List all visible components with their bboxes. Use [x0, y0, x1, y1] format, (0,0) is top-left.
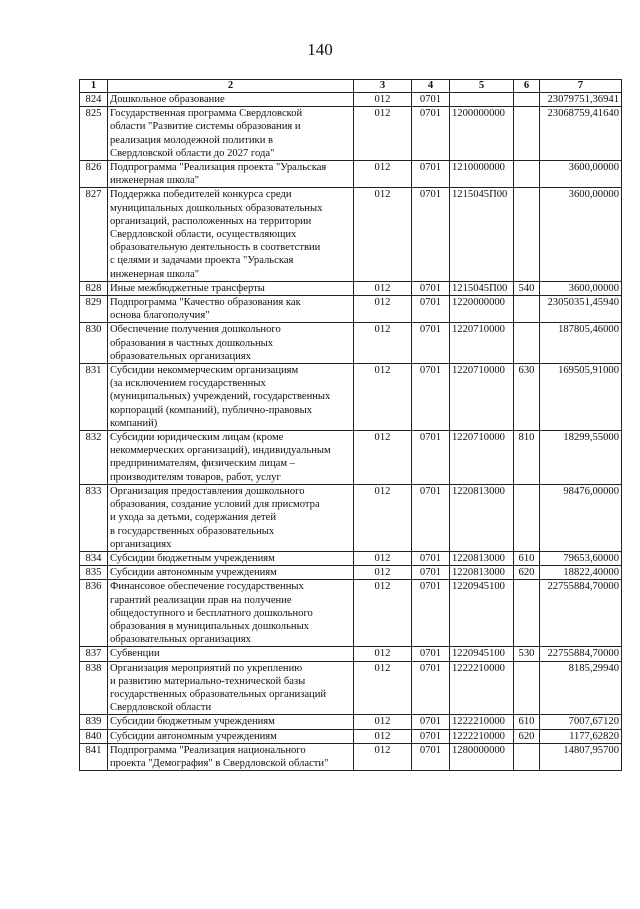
- section-code-cell: 0701: [412, 484, 450, 551]
- section-code-cell: 0701: [412, 188, 450, 281]
- item-name-cell: Подпрограмма "Реализация национального проекта "Демография" в Свердловской области": [108, 743, 354, 770]
- table-header-row: [80, 80, 622, 93]
- table-row: [80, 743, 622, 770]
- expense-type-cell: 620: [514, 566, 540, 580]
- section-code-cell: 0701: [412, 566, 450, 580]
- item-name-cell: Субсидии некоммерческим организациям (за исключением государственных (муниципальных) учреждений, государственных корпораций (компаний), публично-правовых компаний): [108, 364, 354, 431]
- header-col-6: 6: [514, 80, 540, 93]
- expense-type-cell: [514, 580, 540, 647]
- amount-cell: 22755884,70000: [540, 647, 622, 661]
- item-name-cell: Субсидии бюджетным учреждениям: [108, 551, 354, 565]
- section-code-cell: 0701: [412, 323, 450, 364]
- amount-cell: 23050351,45940: [540, 296, 622, 323]
- target-article-cell: 1220945100: [450, 580, 514, 647]
- target-article-cell: 1220710000: [450, 364, 514, 431]
- target-article-cell: 1200000000: [450, 107, 514, 161]
- table-row: [80, 484, 622, 551]
- ministry-code-cell: 012: [354, 281, 412, 295]
- expense-type-cell: 610: [514, 715, 540, 729]
- ministry-code-cell: 012: [354, 647, 412, 661]
- target-article-cell: 1222210000: [450, 715, 514, 729]
- header-col-3: 3: [354, 80, 412, 93]
- section-code-cell: 0701: [412, 647, 450, 661]
- expense-type-cell: [514, 296, 540, 323]
- header-col-1: 1: [80, 80, 108, 93]
- item-name-cell: Субсидии автономным учреждениям: [108, 729, 354, 743]
- item-name-cell: Обеспечение получения дошкольного образования в частных дошкольных образовательных организациях: [108, 323, 354, 364]
- expense-type-cell: 630: [514, 364, 540, 431]
- expense-type-cell: [514, 188, 540, 281]
- item-name-cell: Подпрограмма "Реализация проекта "Уральская инженерная школа": [108, 161, 354, 188]
- section-code-cell: 0701: [412, 551, 450, 565]
- item-name-cell: Субсидии юридическим лицам (кроме некоммерческих организаций), индивидуальным предпринимателям, физическим лицам – производителям товаров, работ, услуг: [108, 431, 354, 485]
- row-number-cell: 836: [80, 580, 108, 647]
- table-row: [80, 323, 622, 364]
- section-code-cell: 0701: [412, 661, 450, 715]
- row-number-cell: 824: [80, 93, 108, 107]
- expense-type-cell: [514, 161, 540, 188]
- ministry-code-cell: 012: [354, 323, 412, 364]
- table-row: [80, 580, 622, 647]
- row-number-cell: 840: [80, 729, 108, 743]
- section-code-cell: 0701: [412, 93, 450, 107]
- table-row: [80, 729, 622, 743]
- row-number-cell: 830: [80, 323, 108, 364]
- table-row: [80, 188, 622, 281]
- row-number-cell: 835: [80, 566, 108, 580]
- target-article-cell: [450, 93, 514, 107]
- target-article-cell: 1210000000: [450, 161, 514, 188]
- table-row: [80, 364, 622, 431]
- ministry-code-cell: 012: [354, 107, 412, 161]
- table-row: [80, 647, 622, 661]
- expense-type-cell: 810: [514, 431, 540, 485]
- target-article-cell: 1222210000: [450, 729, 514, 743]
- expense-type-cell: 610: [514, 551, 540, 565]
- item-name-cell: Субвенции: [108, 647, 354, 661]
- table-row: [80, 551, 622, 565]
- expense-type-cell: [514, 93, 540, 107]
- row-number-cell: 833: [80, 484, 108, 551]
- expense-type-cell: [514, 484, 540, 551]
- table-row: [80, 93, 622, 107]
- row-number-cell: 841: [80, 743, 108, 770]
- target-article-cell: 1220813000: [450, 484, 514, 551]
- table-row: [80, 296, 622, 323]
- amount-cell: 98476,00000: [540, 484, 622, 551]
- table-row: [80, 281, 622, 295]
- section-code-cell: 0701: [412, 431, 450, 485]
- row-number-cell: 829: [80, 296, 108, 323]
- target-article-cell: 1215045П00: [450, 281, 514, 295]
- amount-cell: 3600,00000: [540, 281, 622, 295]
- expense-type-cell: [514, 323, 540, 364]
- item-name-cell: Государственная программа Свердловской области "Развитие системы образования и реализация молодежной политики в Свердловской области до 2027 года": [108, 107, 354, 161]
- amount-cell: 23079751,36941: [540, 93, 622, 107]
- ministry-code-cell: 012: [354, 580, 412, 647]
- item-name-cell: Подпрограмма "Качество образования как основа благополучия": [108, 296, 354, 323]
- target-article-cell: 1220000000: [450, 296, 514, 323]
- item-name-cell: Субсидии бюджетным учреждениям: [108, 715, 354, 729]
- ministry-code-cell: 012: [354, 551, 412, 565]
- table-row: [80, 661, 622, 715]
- ministry-code-cell: 012: [354, 296, 412, 323]
- header-col-2: 2: [108, 80, 354, 93]
- target-article-cell: 1222210000: [450, 661, 514, 715]
- target-article-cell: 1220710000: [450, 323, 514, 364]
- target-article-cell: 1220710000: [450, 431, 514, 485]
- table-row: [80, 431, 622, 485]
- ministry-code-cell: 012: [354, 364, 412, 431]
- amount-cell: 23068759,41640: [540, 107, 622, 161]
- ministry-code-cell: 012: [354, 729, 412, 743]
- target-article-cell: 1220813000: [450, 551, 514, 565]
- ministry-code-cell: 012: [354, 661, 412, 715]
- expense-type-cell: [514, 661, 540, 715]
- ministry-code-cell: 012: [354, 431, 412, 485]
- row-number-cell: 838: [80, 661, 108, 715]
- expense-type-cell: [514, 107, 540, 161]
- amount-cell: 187805,46000: [540, 323, 622, 364]
- expense-type-cell: 540: [514, 281, 540, 295]
- page-number: 140: [307, 40, 333, 59]
- table-row: [80, 161, 622, 188]
- header-col-7: 7: [540, 80, 622, 93]
- row-number-cell: 827: [80, 188, 108, 281]
- ministry-code-cell: 012: [354, 484, 412, 551]
- ministry-code-cell: 012: [354, 743, 412, 770]
- amount-cell: 7007,67120: [540, 715, 622, 729]
- target-article-cell: 1220813000: [450, 566, 514, 580]
- row-number-cell: 828: [80, 281, 108, 295]
- item-name-cell: Поддержка победителей конкурса среди муниципальных дошкольных образовательных организаций, расположенных на территории Свердловской области, осуществляющих образовательную деятельность в соответствии с целями и задачами проекта "Уральская инженерная школа": [108, 188, 354, 281]
- table-row: [80, 566, 622, 580]
- item-name-cell: Дошкольное образование: [108, 93, 354, 107]
- amount-cell: 3600,00000: [540, 161, 622, 188]
- item-name-cell: Иные межбюджетные трансферты: [108, 281, 354, 295]
- section-code-cell: 0701: [412, 580, 450, 647]
- header-col-4: 4: [412, 80, 450, 93]
- section-code-cell: 0701: [412, 161, 450, 188]
- section-code-cell: 0701: [412, 296, 450, 323]
- ministry-code-cell: 012: [354, 715, 412, 729]
- expense-type-cell: 530: [514, 647, 540, 661]
- table-row: [80, 715, 622, 729]
- amount-cell: 18822,40000: [540, 566, 622, 580]
- table-row: [80, 107, 622, 161]
- amount-cell: 22755884,70000: [540, 580, 622, 647]
- target-article-cell: 1215045П00: [450, 188, 514, 281]
- row-number-cell: 825: [80, 107, 108, 161]
- row-number-cell: 831: [80, 364, 108, 431]
- ministry-code-cell: 012: [354, 188, 412, 281]
- amount-cell: 1177,62820: [540, 729, 622, 743]
- target-article-cell: 1280000000: [450, 743, 514, 770]
- row-number-cell: 832: [80, 431, 108, 485]
- ministry-code-cell: 012: [354, 566, 412, 580]
- amount-cell: 3600,00000: [540, 188, 622, 281]
- header-col-5: 5: [450, 80, 514, 93]
- row-number-cell: 826: [80, 161, 108, 188]
- item-name-cell: Субсидии автономным учреждениям: [108, 566, 354, 580]
- section-code-cell: 0701: [412, 743, 450, 770]
- row-number-cell: 839: [80, 715, 108, 729]
- amount-cell: 18299,55000: [540, 431, 622, 485]
- section-code-cell: 0701: [412, 281, 450, 295]
- expense-type-cell: [514, 743, 540, 770]
- amount-cell: 79653,60000: [540, 551, 622, 565]
- section-code-cell: 0701: [412, 715, 450, 729]
- item-name-cell: Организация предоставления дошкольного образования, создание условий для присмотра и ухода за детьми, содержания детей в государственных образовательных организациях: [108, 484, 354, 551]
- amount-cell: 14807,95700: [540, 743, 622, 770]
- row-number-cell: 834: [80, 551, 108, 565]
- item-name-cell: Финансовое обеспечение государственных гарантий реализации прав на получение общедоступного и бесплатного дошкольного образования в муниципальных дошкольных образовательных организациях: [108, 580, 354, 647]
- amount-cell: 8185,29940: [540, 661, 622, 715]
- expense-type-cell: 620: [514, 729, 540, 743]
- item-name-cell: Организация мероприятий по укреплению и развитию материально-технической базы государственных образовательных организаций Свердловской области: [108, 661, 354, 715]
- target-article-cell: 1220945100: [450, 647, 514, 661]
- amount-cell: 169505,91000: [540, 364, 622, 431]
- row-number-cell: 837: [80, 647, 108, 661]
- ministry-code-cell: 012: [354, 93, 412, 107]
- section-code-cell: 0701: [412, 729, 450, 743]
- section-code-cell: 0701: [412, 107, 450, 161]
- section-code-cell: 0701: [412, 364, 450, 431]
- ministry-code-cell: 012: [354, 161, 412, 188]
- budget-table: [79, 79, 622, 771]
